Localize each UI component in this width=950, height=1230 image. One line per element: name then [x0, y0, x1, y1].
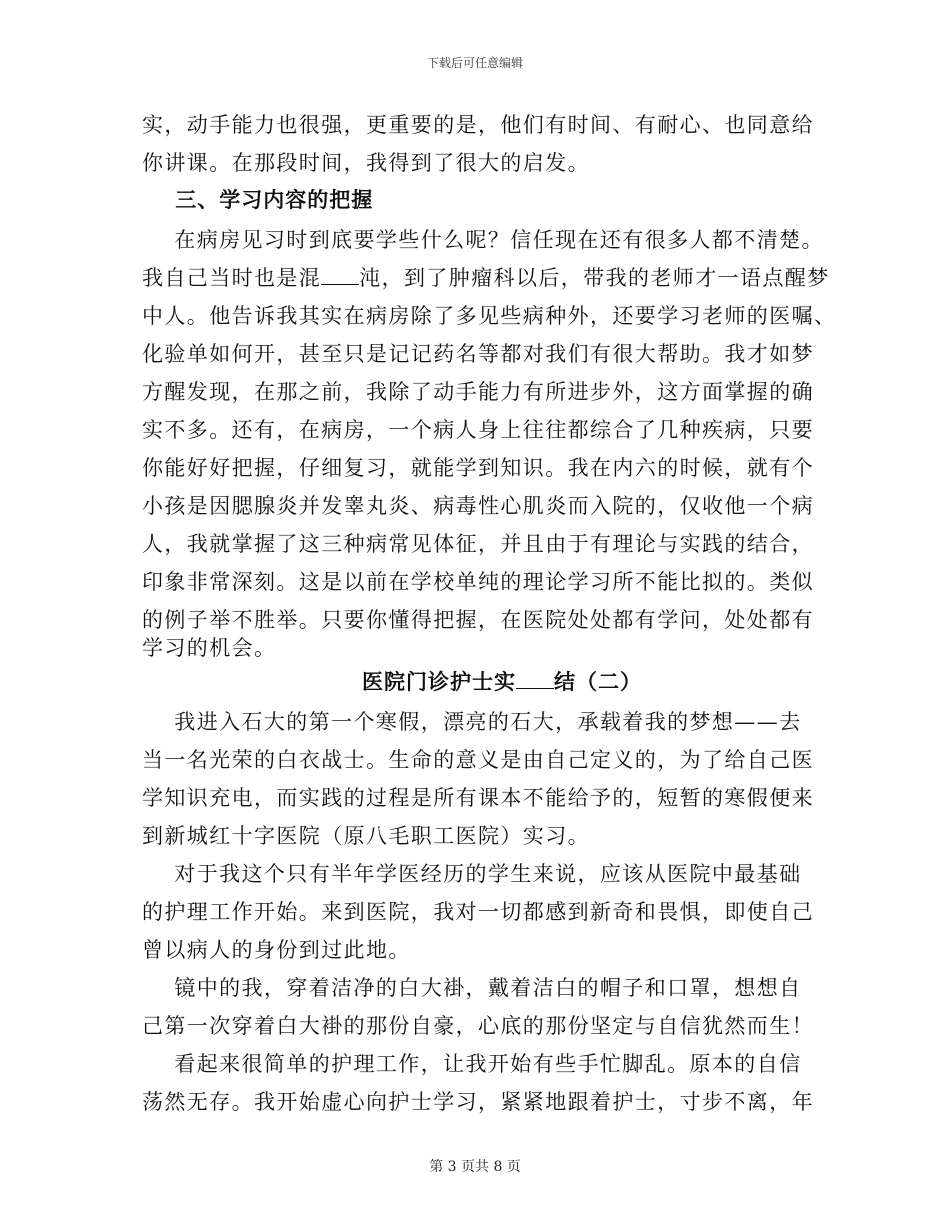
- body-line: 人，我就掌握了这三种病常见体征，并且由于有理论与实践的结合，: [142, 532, 814, 556]
- body-line: 己第一次穿着白大褂的那份自豪，心底的那份坚定与自信犹然而生！: [142, 1014, 814, 1038]
- body-line: 小孩是因腮腺炎并发睾丸炎、病毒性心肌炎而入院的，仅收他一个病: [142, 494, 814, 518]
- body-line: 在病房见习时到底要学些什么呢？信任现在还有很多人都不清楚。: [142, 228, 824, 252]
- page-header: 下载后可任意编辑: [426, 56, 523, 70]
- body-line: 学习的机会。: [142, 636, 277, 660]
- body-line: 当一名光荣的白衣战士。生命的意义是由自己定义的，为了给自己医: [142, 748, 814, 772]
- body-line: 我自己当时也是混 沌，到了肿瘤科以后，带我的老师才一语点醒梦: [142, 266, 830, 290]
- body-line: 方醒发现，在那之前，我除了动手能力有所进步外，这方面掌握的确: [142, 380, 814, 404]
- body-line: 实，动手能力也很强，更重要的是，他们有时间、有耐心、也同意给: [142, 113, 814, 137]
- blank-underline: [321, 264, 359, 285]
- section-heading: 三、学习内容的把握: [142, 188, 374, 212]
- body-line: 实不多。还有，在病房，一个病人身上往往都综合了几种疾病，只要: [142, 418, 814, 442]
- body-line: 中人。他告诉我其实在病房除了多见些病种外，还要学习老师的医嘱、: [142, 304, 837, 328]
- body-line: 我进入石大的第一个寒假，漂亮的石大，承载着我的梦想——去: [142, 710, 802, 734]
- body-line: 荡然无存。我开始虚心向护士学习，紧紧地跟着护士，寸步不离，年: [142, 1090, 814, 1114]
- section-title: 医院门诊护士实 结（二）: [362, 670, 642, 694]
- body-line: 看起来很简单的护理工作，让我开始有些手忙脚乱。原本的自信: [142, 1052, 802, 1076]
- body-line: 化验单如何开，甚至只是记记药名等都对我们有很大帮助。我才如梦: [142, 342, 814, 366]
- body-line: 你讲课。在那段时间，我得到了很大的启发。: [142, 151, 590, 175]
- body-line: 的例子举不胜举。只要你懂得把握，在医院处处都有学问，处处都有: [142, 608, 814, 632]
- body-line: 对于我这个只有半年学医经历的学生来说，应该从医院中最基础: [142, 862, 802, 886]
- blank-underline: [516, 668, 554, 689]
- body-line: 印象非常深刻。这是以前在学校单纯的理论学习所不能比拟的。类似: [142, 570, 814, 594]
- body-line: 到新城红十字医院（原八毛职工医院）实习。: [142, 824, 590, 848]
- body-line: 镜中的我，穿着洁净的白大褂，戴着洁白的帽子和口罩，想想自: [142, 976, 802, 1000]
- page-footer: 第 3 页共 8 页: [429, 1159, 521, 1175]
- body-line: 曾以病人的身份到过此地。: [142, 938, 411, 962]
- body-line: 的护理工作开始。来到医院，我对一切都感到新奇和畏惧，即使自己: [142, 900, 814, 924]
- body-line: 你能好好把握，仔细复习，就能学到知识。我在内六的时候，就有个: [142, 456, 814, 480]
- body-line: 学知识充电，而实践的过程是所有课本不能给予的，短暂的寒假便来: [142, 786, 814, 810]
